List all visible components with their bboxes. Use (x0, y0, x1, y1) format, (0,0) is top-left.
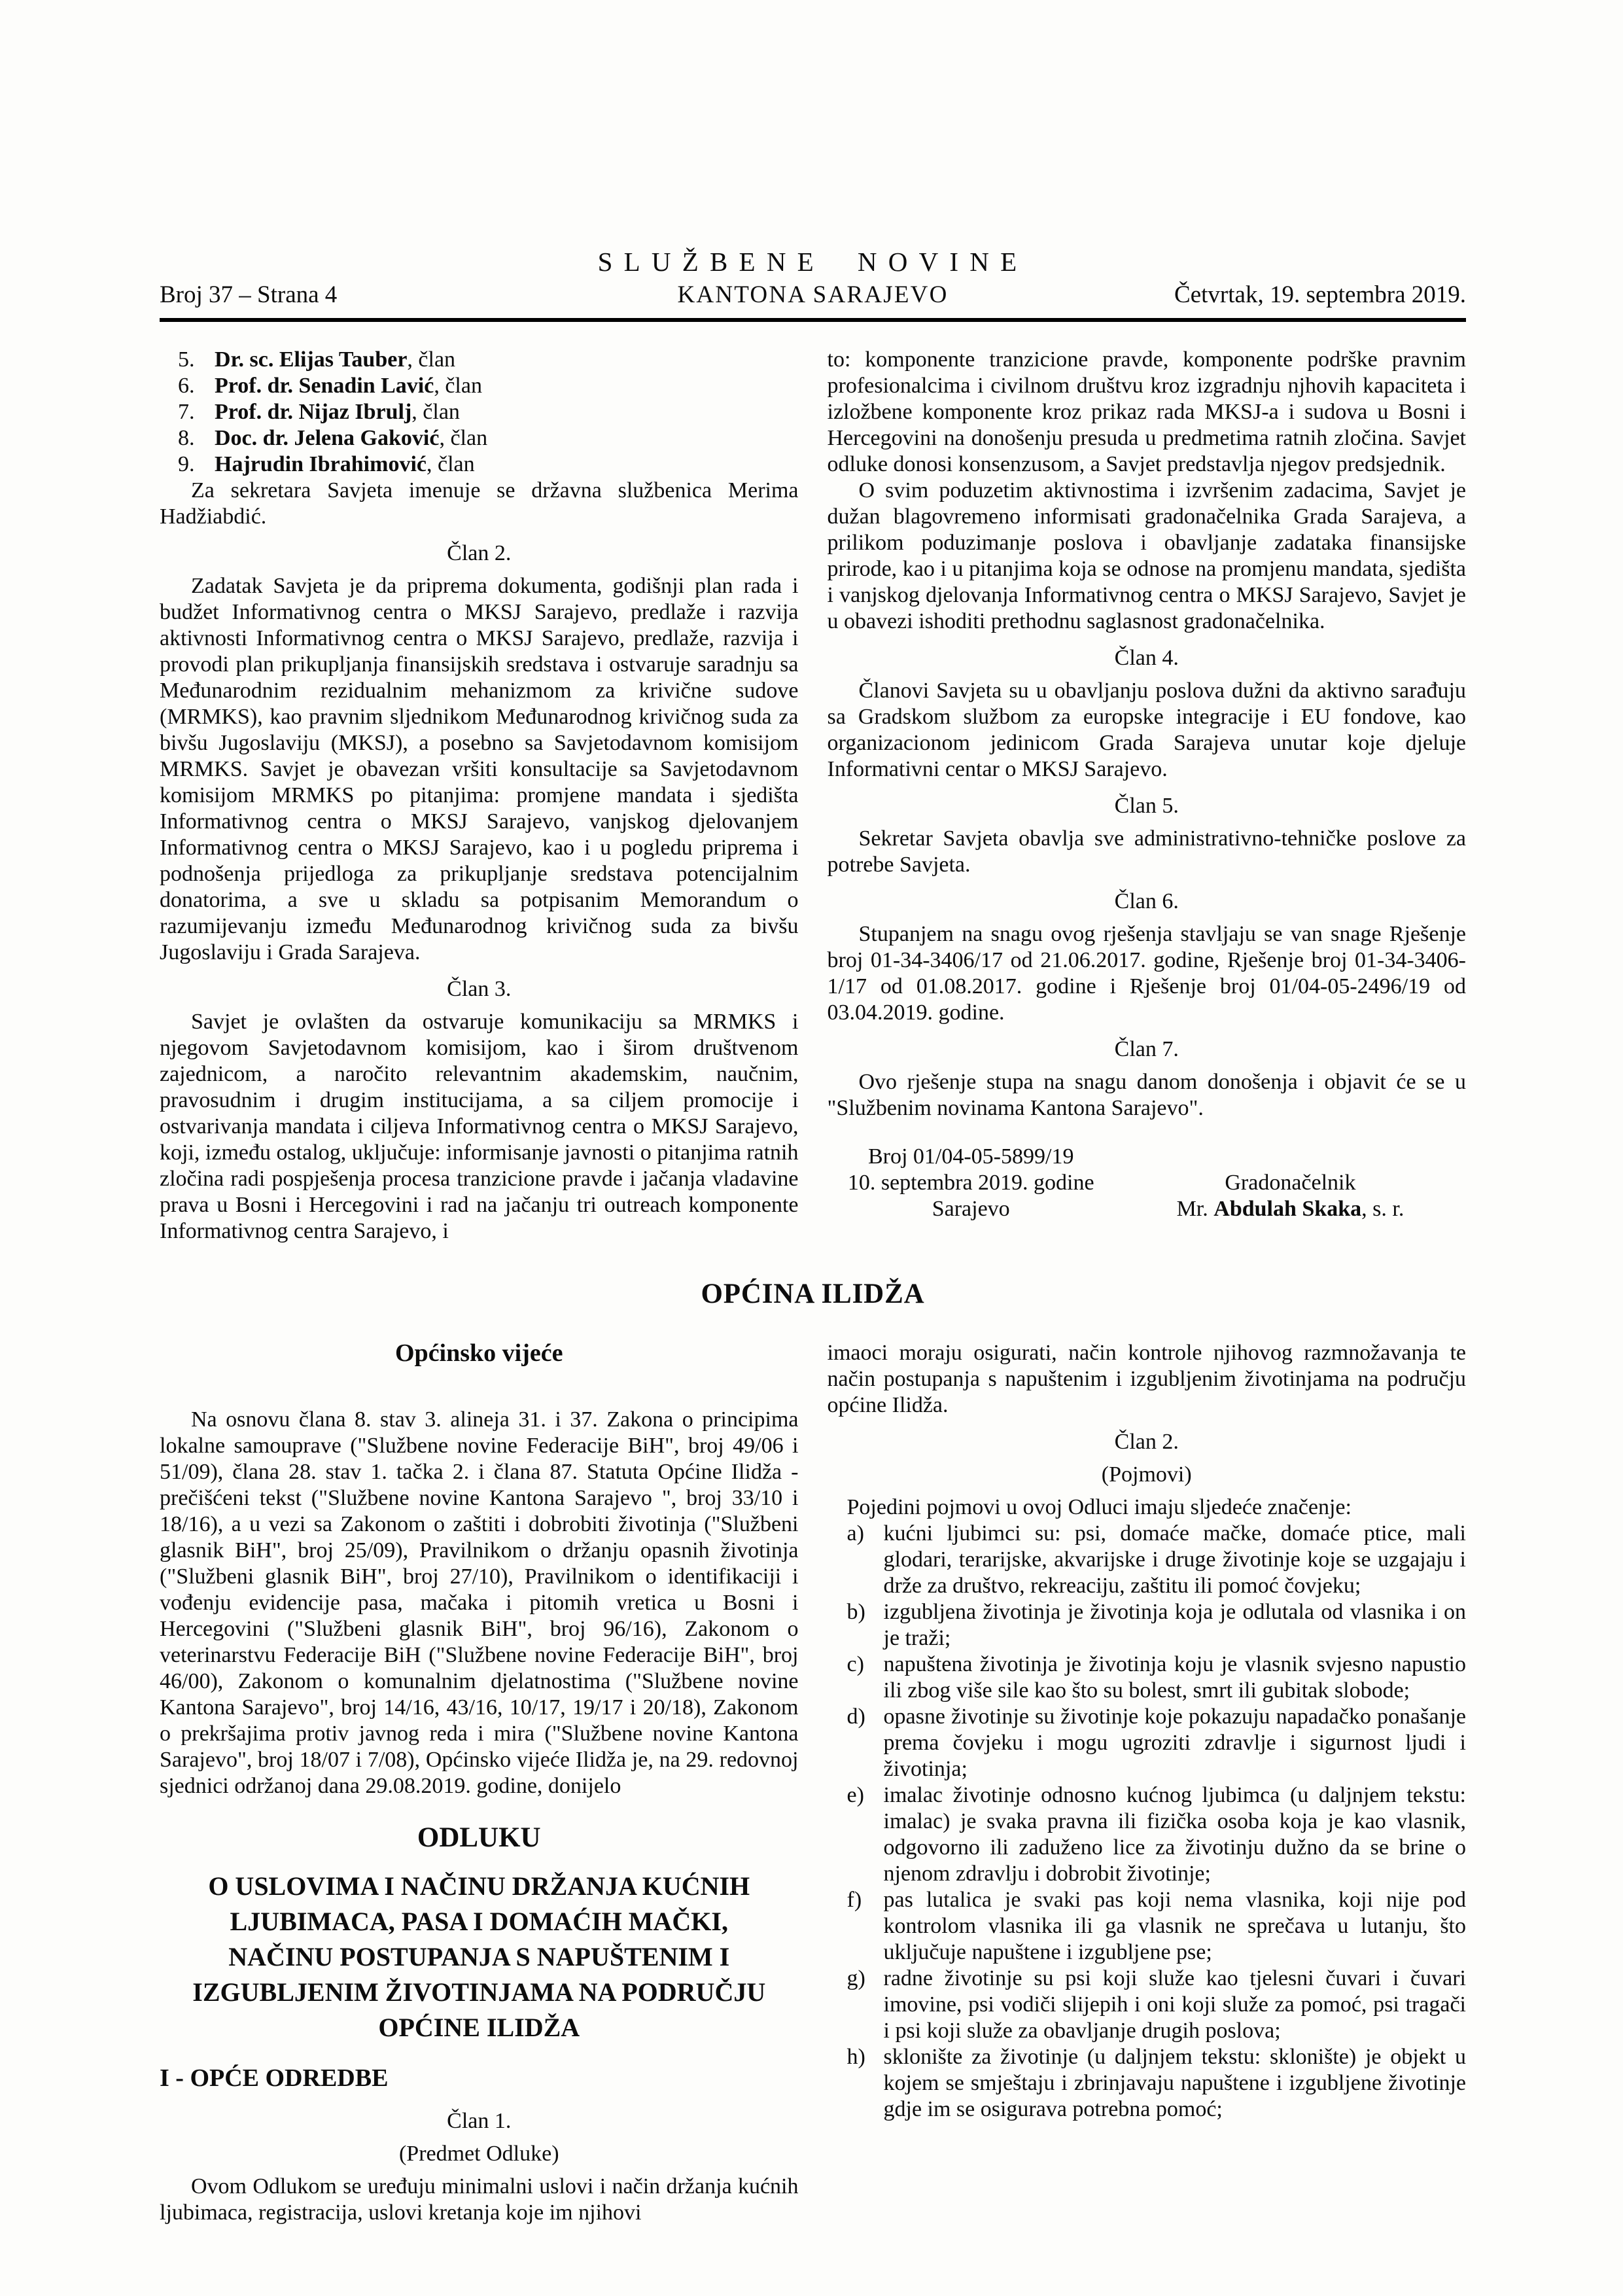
paragraph-clan4: Članovi Savjeta su u obavljanju poslova dužni da aktivno sarađuju sa Gradskom službom za europske integracije i EU fondove, kao organizacionom jedinicom Grada Sarajeva unutar koje djeluje Informativni centar o MKSJ Sarajevo. (827, 679, 1466, 781)
paragraph-clan2: Zadatak Savjeta je da priprema dokumenta, godišnji plan rada i budžet Informativnog centra o MKSJ Sarajevo, predlaže i razvija aktivnosti Informativnog centra o MKSJ Sarajevo, predlaže, razvija i provodi plan prikupljanja finansijskih sredstava i ostvaruje saradnju sa Međunarodnim rezidualnim mehanizmom za krivične sudove (MRMKS), kao pravnim sljednikom Međunarodnog krivičnog suda za bivšu Jugoslaviju (MKSJ), a posebno sa Savjetodavnom komisijom MRMKS. Savjet je obavezan vršiti konsultacije sa Savjetodavnom komisijom MRMKS po pitanjima: promjene mandata i sjedišta Informativnog centra o MKSJ Sarajevo, vanjskog djelovanjem Informativnog centra o MKSJ Sarajevo, kao i u pogledu priprema i podnošenja prijedloga za prikupljanje sredstava potencijalnim donatorima, a sve u skladu sa potpisanim Memorandum o razumijevanju između Međunarodnog krivičnog suda za bivšu Jugoslaviju i Grada Sarajeva. (160, 574, 799, 964)
article-subheading-clan2: (Pojmovi) (1101, 1462, 1192, 1487)
chapter-heading: I - OPĆE ODREDBE (160, 2064, 389, 2092)
decision-subtitle: O USLOVIMA I NAČINU DRŽANJA KUĆNIH LJUBIMACA, PASA I DOMAĆIH MAČKI, NAČINU POSTUPANJA S NAPUŠTENIM I IZGUBLJENIM ŽIVOTINJAMA NA PODRUČJU OPĆINE ILIDŽA (192, 1871, 766, 2042)
definition-item (828, 1599, 1467, 1651)
member-name: Prof. dr. Senadin Lavić (215, 374, 434, 398)
member-name-line (215, 373, 482, 399)
definition-letter: e) (846, 1783, 864, 1807)
member-name: Hajrudin Ibrahimović (215, 452, 427, 476)
definitions-intro: Pojedini pojmovi u ovoj Odluci imaju sljedeće značenje: (846, 1495, 1352, 1519)
list-item (160, 425, 799, 451)
member-role: , član (426, 452, 475, 476)
paragraph-continuation: to: komponente tranzicione pravde, komponente podrške pravnim profesionalcima i civilnom društvu kroz izgradnju njhovih kapaciteta i izložbene komponente kroz prikaz rada MKSJ-a i sudova u Bosni i Hercegovini na donošenju presuda u predmetima ratnih zločina. Savjet odluke donosi konsenzusom, a Savjet predstavlja njegov predsjednik. (827, 347, 1466, 476)
definition-text: radne životinje su psi koji služe kao tjelesni čuvari i čuvari imovine, psi vodiči slijepih i oni koji služe za pomoć, psi tragači i psi koji služe za obavljanje drugih poslova; (883, 1966, 1466, 2043)
member-name: Dr. sc. Elijas Tauber (215, 347, 408, 372)
definition-item (828, 2044, 1467, 2123)
member-role: , član (434, 374, 482, 398)
signer-title: Gradonačelnik (1225, 1171, 1356, 1195)
member-number: 6. (178, 374, 195, 398)
paragraph-clan7: Ovo rješenje stupa na snagu danom donošenja i objavit će se u "Službenim novinama Kantona Sarajevo". (827, 1070, 1466, 1120)
definition-letter: b) (846, 1600, 865, 1624)
gazette-title: SLUŽBENE NOVINE (597, 247, 1028, 277)
signature-officer (1115, 1144, 1466, 1222)
member-name-line (215, 399, 460, 425)
member-number: 8. (178, 426, 195, 450)
masthead (160, 247, 1466, 322)
list-item (160, 451, 799, 478)
definition-text: opasne životinje su životinje koje pokazuju napadačko ponašanje prema čovjeku i mogu ugroziti zdravlje i sigurnost ljudi i životinja; (883, 1704, 1466, 1781)
article-heading-clan2: Član 2. (447, 541, 512, 565)
signer-name-prefix: Mr. (1176, 1197, 1214, 1221)
section-sarajevo (160, 347, 1466, 1245)
article-heading-clan5: Član 5. (1114, 794, 1179, 818)
section-ilidza (160, 1340, 1466, 2226)
paragraph-reporting: O svim poduzetim aktivnostima i izvršenim zadacima, Savjet je dužan blagovremeno informisati gradonačelnika Grada Sarajeva, a prilikom poduzimanje poslova i obavljanje zadataka finansijske prirode, kao i u pitanjima koja se odnose na promjenu mandata, sjedišta i vanjskog djelovanja Informativnog centra o MKSJ Sarajevo, Savjet je u obavezi ishoditi prethodnu saglasnost gradonačelnika. (827, 478, 1466, 633)
definition-text: napuštena životinja je životinja koju je vlasnik svjesno napustio ili zbog više sile kao što su bolest, smrt ili gubitak slobode; (883, 1652, 1466, 1703)
definition-item (828, 1651, 1467, 1704)
signer-name-line (1115, 1196, 1466, 1222)
article-heading-clan1-ilidza: Član 1. (447, 2109, 512, 2133)
paragraph-secretary: Za sekretara Savjeta imenuje se državna službenica Merima Hadžiabdić. (160, 478, 799, 529)
definition-letter: f) (846, 1888, 862, 1912)
masthead-row (160, 281, 1466, 322)
issue-date: Četvrtak, 19. septembra 2019. (1174, 281, 1466, 308)
definition-text: imalac životinje odnosno kućnog ljubimca (u daljnjem tekstu: imalac) je svaka pravna ili fizička osoba koja je kao vlasnik, odgovorno ili zaduženo lice za životinju dužno da se brine o njenom zdravlju i dobrobit životinje; (883, 1783, 1466, 1886)
definition-text: pas lutalica je svaki pas koji nema vlasnika, koji nije pod kontrolom vlasnika ili ga vlasnik ne sprečava u lutanju, što uključuje napuštene i izgubljene pse; (883, 1888, 1466, 1964)
article-heading-clan2-ilidza: Član 2. (1114, 1430, 1179, 1454)
member-name-line (215, 451, 475, 478)
article-subheading-clan1: (Predmet Odluke) (398, 2142, 559, 2166)
member-name-line (215, 425, 487, 451)
definition-letter: h) (846, 2045, 865, 2069)
signature-block (828, 1144, 1467, 1222)
definition-letter: c) (846, 1652, 864, 1676)
paragraph-clan6: Stupanjem na snagu ovog rješenja stavljaju se van snage Rješenje broj 01-34-3406/17 od 21.06.2017. godine, Rješenje broj 01-34-3406-1/17 od 01.08.2017. godine i Rješenje broj 01/04-05-2496/19 od 03.04.2019. godine. (827, 922, 1466, 1025)
member-name-line (215, 347, 455, 373)
paragraph-clan3: Savjet je ovlašten da ostvaruje komunikaciju sa MRMKS i njegovom Savjetodavnom komisijom, kao i širom društvenom zajednicom, a naročito relevantnim akademskim, naučnim, pravosudnim i drugim institucijama, a sa ciljem promocije i ostvarivanja mandata i ciljeva Informativnog centra o MKSJ Sarajevo, koji, između ostalog, uključuje: informisanje javnosti o pitanjima ratnih zločina radi pospješenja procesa tranzicione pravde i jačanja vladavine prava u Bosni i Hercegovini i rad na jačanju tri outreach komponente Informativnog centra Sarajevo, i (160, 1010, 799, 1243)
paragraph-preamble: Na osnovu člana 8. stav 3. alineja 31. i 37. Zakona o principima lokalne samouprave ("Službene novine Federacije BiH", broj 49/06 i 51/09), člana 28. stav 1. tačka 2. i člana 87. Statuta Općine Ilidža - prečišćeni tekst ("Službene novine Kantona Sarajevo ", broj 33/10 i 18/16), a u vezi sa Zakonom o zaštiti i dobrobiti životinja ("Službeni glasnik BiH", broj 25/09), Pravilnikom o držanju opasnih životinja ("Službeni glasnik BiH", broj 27/10), Pravilnikom o identifikaciji i vođenju evidencije pasa, mačaka i pitomih vretica u Bosni i Hercegovini ("Službeni glasnik BiH", broj 96/16), Zakonom o veterinarstvu Federacije BiH ("Službene novine Federacije BiH", broj 46/00), Zakonom o komunalnim djelatnostima ("Službene novine Kantona Sarajevo", broj 14/16, 43/16, 10/17, 19/17 i 20/18), Zakonom o prekršajima protiv javnog reda i mira ("Službene novine Kantona Sarajevo", broj 18/07 i 7/08), Općinsko vijeće Ilidža je, na 29. redovnoj sjednici održanoj dana 29.08.2019. godine, donijelo (160, 1407, 799, 1798)
article-heading-clan3: Član 3. (447, 977, 512, 1001)
municipality-section-title: OPĆINA ILIDŽA (701, 1279, 925, 1309)
decision-title: ODLUKU (417, 1822, 541, 1853)
signature-reference (828, 1144, 1115, 1222)
paragraph-clan1-left: Ovom Odlukom se uređuju minimalni uslovi i način držanja kućnih ljubimaca, registracija, uslovi kretanja koje im njihovi (160, 2174, 799, 2225)
definition-letter: d) (846, 1704, 865, 1729)
definition-item (828, 1966, 1467, 2044)
paragraph-clan5: Sekretar Savjeta obavlja sve administrativno-tehničke poslove za potrebe Savjeta. (827, 826, 1466, 877)
definition-letter: a) (846, 1521, 864, 1545)
definition-item (828, 1521, 1467, 1599)
member-name: Doc. dr. Jelena Gaković (215, 426, 440, 450)
signer-name-suffix: , s. r. (1361, 1197, 1405, 1221)
document-place: Sarajevo (932, 1197, 1010, 1221)
column-right-2 (828, 1340, 1467, 2226)
definition-item (828, 1887, 1467, 1966)
definition-text: sklonište za životinje (u daljnjem tekstu: sklonište) je objekt u kojem se smještaju i zbrinjavaju napuštene i izgubljene životinje gdje im se osigurava potrebna pomoć; (883, 2045, 1466, 2121)
list-item (160, 347, 799, 373)
article-heading-clan6: Član 6. (1114, 889, 1179, 913)
definition-text: izgubljena životinja je životinja koja je odlutala od vlasnika i on je traži; (883, 1600, 1466, 1650)
member-number: 5. (178, 347, 195, 372)
definition-letter: g) (846, 1966, 865, 1990)
list-item (160, 399, 799, 425)
document-number: Broj 01/04-05-5899/19 (867, 1144, 1074, 1169)
signer-name: Abdulah Skaka (1213, 1197, 1362, 1221)
list-item (160, 373, 799, 399)
column-left-1 (160, 347, 799, 1245)
definition-item (828, 1782, 1467, 1887)
document-date: 10. septembra 2019. godine (847, 1171, 1094, 1195)
column-left-2 (160, 1340, 799, 2226)
column-right-1 (828, 347, 1467, 1245)
member-number: 9. (178, 452, 195, 476)
member-number: 7. (178, 400, 195, 424)
article-heading-clan7: Član 7. (1114, 1037, 1179, 1061)
issue-page-number: Broj 37 – Strana 4 (160, 281, 338, 308)
definition-item (828, 1704, 1467, 1782)
member-role: , član (407, 347, 456, 372)
member-name: Prof. dr. Nijaz Ibrulj (215, 400, 412, 424)
paragraph-clan1-right: imaoci moraju osigurati, način kontrole njihovog razmnožavanja te način postupanja s napuštenim i izgubljenim životinjama na području općine Ilidža. (827, 1341, 1466, 1417)
gazette-subtitle: KANTONA SARAJEVO (677, 281, 949, 308)
issuing-body-title: Općinsko vijeće (395, 1339, 563, 1367)
member-role: , član (411, 400, 460, 424)
article-heading-clan4: Član 4. (1114, 646, 1179, 670)
definition-text: kućni ljubimci su: psi, domaće mačke, domaće ptice, mali glodari, terarijske, akvarijske i druge životinje koje se uzgajaju i drže za društvo, rekreaciju, zaštitu ili pomoć čovjeku; (883, 1521, 1466, 1598)
member-role: , član (439, 426, 488, 450)
